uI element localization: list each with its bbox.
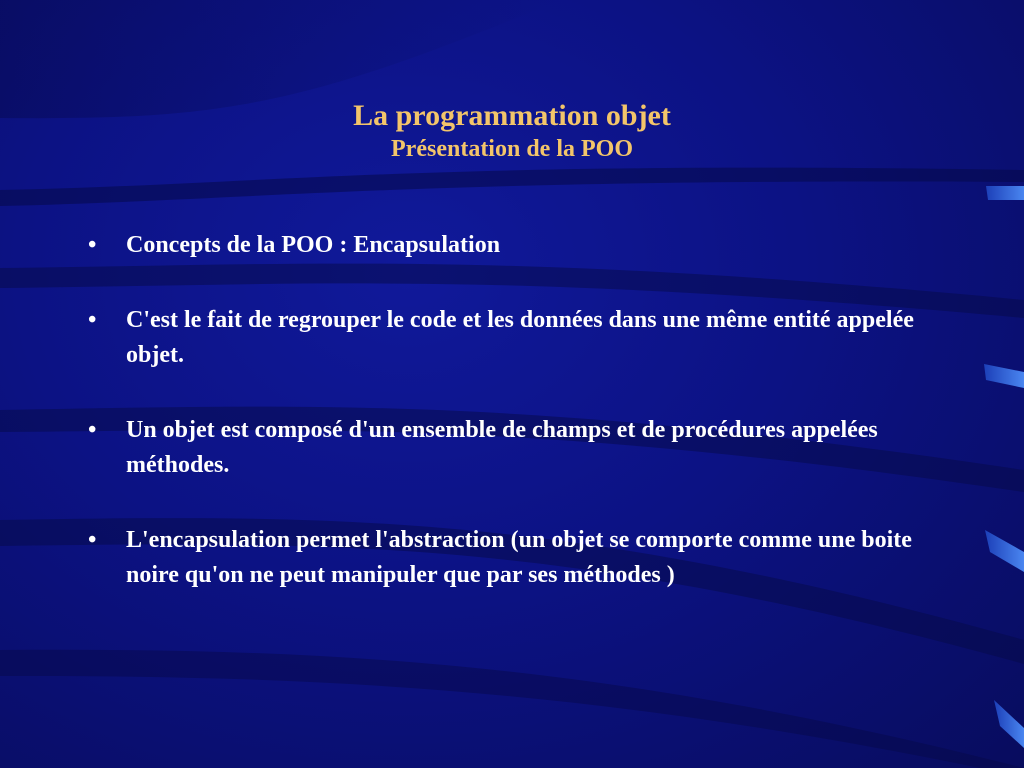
accent-stripe-4 [994,700,1024,748]
bullet-marker: • [88,527,97,553]
bullet-text: L'encapsulation permet l'abstraction (un objet se comporte comme une boite noire qu'on ne peut manipuler que par ses méthodes ) [126,527,912,588]
slide-title: La programmation objet [353,99,671,132]
bullet-item [84,303,924,373]
dark-band-2 [0,168,1024,206]
dark-band-6 [0,650,1024,768]
bullet-item [84,523,924,593]
bullet-item [84,228,924,263]
bullet-text: Concepts de la POO : Encapsulation [126,232,501,258]
slide-subtitle: Présentation de la POO [391,136,633,162]
accent-stripe-2 [984,364,1024,388]
bullet-marker: • [88,417,97,443]
bullet-item [84,413,924,483]
accent-stripe-1 [986,186,1024,200]
bullet-text: Un objet est composé d'un ensemble de champs et de procédures appelées méthodes. [126,417,878,478]
accent-stripe-3 [985,530,1024,572]
title-block [0,98,1024,164]
bullet-marker: • [88,232,97,258]
bullet-marker: • [88,307,97,333]
bullet-text: C'est le fait de regrouper le code et les données dans une même entité appelée objet. [126,307,914,368]
bullet-list [84,228,924,633]
